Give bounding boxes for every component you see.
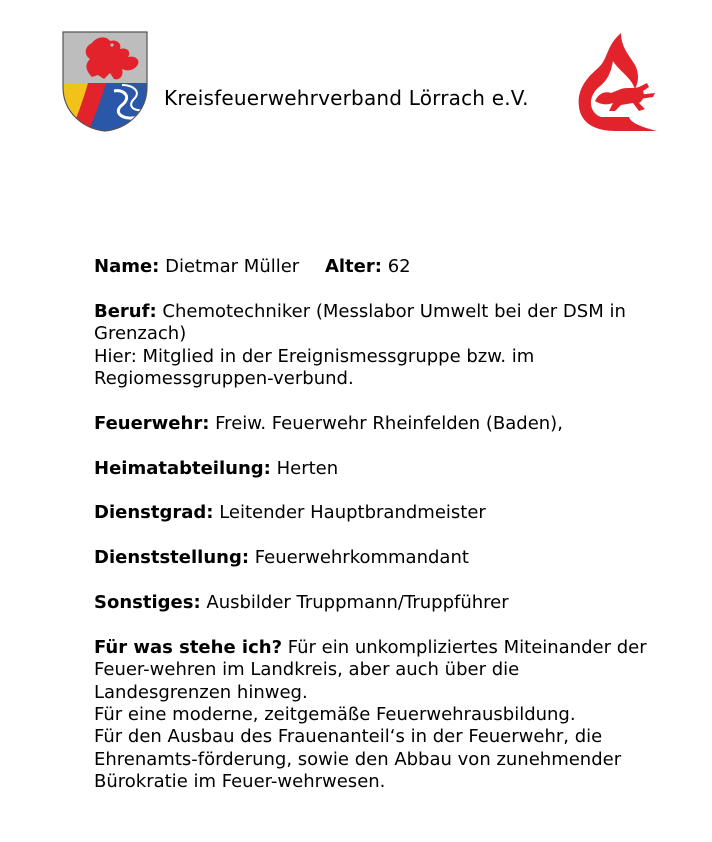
misc-value: Ausbilder Truppmann/Truppführer — [206, 592, 509, 613]
job-label: Beruf: — [94, 300, 157, 322]
rank-row — [94, 502, 654, 524]
name-value: Dietmar Müller — [165, 256, 300, 277]
organization-title: Kreisfeuerwehrverband Lörrach e.V. — [164, 86, 529, 110]
home-unit-row — [94, 458, 654, 480]
rank-label: Dienstgrad: — [94, 502, 214, 524]
fire-department-row — [94, 413, 654, 435]
misc-label: Sonstiges: — [94, 592, 201, 613]
fire-department-value: Freiw. Feuerwehr Rheinfelden (Baden), — [215, 412, 563, 434]
flame-lion-logo-icon — [575, 31, 659, 133]
fire-department-label: Feuerwehr: — [94, 412, 210, 434]
home-unit-value: Herten — [276, 457, 339, 479]
stance-value: Für ein unkompliziertes Miteinander der Feuer-wehren im Landkreis, aber auch über die Landesgrenzen hinweg. — [94, 636, 647, 703]
misc-row — [94, 592, 654, 614]
position-row — [94, 547, 654, 569]
profile-content — [94, 256, 654, 816]
job-value: Chemotechniker (Messlabor Umwelt bei der DSM in Grenzach) — [94, 300, 626, 345]
stance-line-women: Für den Ausbau des Frauenanteil‘s in der Feuerwehr, die Ehrenamts-förderung, sowie den Abbau von zunehmender Bürokratie im Feuer-wehrwesen. — [94, 726, 622, 793]
stance-label: Für was stehe ich? — [94, 636, 283, 658]
stance-paragraph — [94, 637, 654, 794]
home-unit-label: Heimatabteilung: — [94, 457, 271, 479]
position-value: Feuerwehrkommandant — [254, 547, 469, 569]
coat-of-arms-icon — [62, 31, 148, 132]
job-paragraph — [94, 301, 654, 391]
name-label: Name: — [94, 256, 160, 277]
rank-value: Leitender Hauptbrandmeister — [219, 502, 486, 524]
age-value: 62 — [387, 256, 411, 277]
stance-line-training: Für eine moderne, zeitgemäße Feuerwehrausbildung. — [94, 704, 576, 726]
job-note: Hier: Mitglied in der Ereignismessgruppe bzw. im Regiomessgruppen-verbund. — [94, 345, 535, 390]
name-age-row — [94, 256, 654, 278]
position-label: Dienststellung: — [94, 547, 250, 569]
age-label: Alter: — [324, 256, 382, 277]
